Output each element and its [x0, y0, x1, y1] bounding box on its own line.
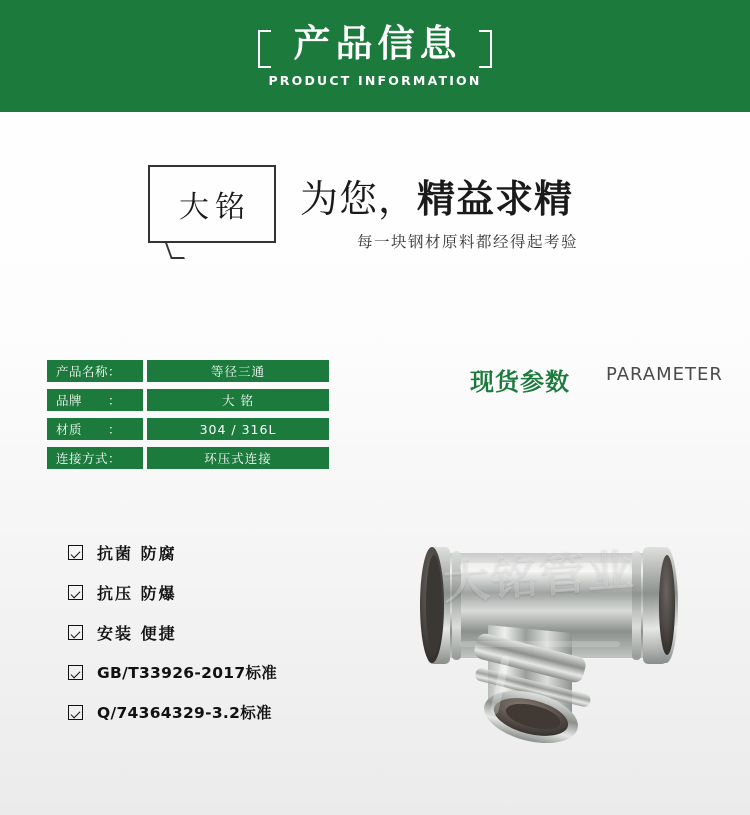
spec-value: 等径三通	[147, 360, 329, 382]
brand-logo-text: 大铭	[179, 190, 251, 225]
spec-label: 品牌 ：	[47, 389, 143, 411]
spec-label: 连接方式：	[47, 447, 143, 469]
page-title: 产品信息	[293, 21, 462, 65]
list-item	[68, 620, 368, 644]
table-row	[47, 360, 329, 382]
spec-value: 大 铭	[147, 389, 329, 411]
checkbox-checked-icon	[68, 545, 83, 560]
parameter-heading-en: PARAMETER	[606, 364, 723, 385]
spec-table	[47, 360, 329, 476]
table-row	[47, 447, 329, 469]
brand-logo	[148, 165, 276, 243]
feature-list	[68, 540, 368, 740]
slogan-main-light: 为您，	[300, 177, 418, 221]
checkbox-checked-icon	[68, 625, 83, 640]
stainless-tee-illustration	[400, 505, 730, 770]
spec-label: 产品名称：	[47, 360, 143, 382]
feature-label: 抗菌 防腐	[97, 543, 177, 563]
feature-label: Q/74364329-3.2标准	[97, 704, 272, 722]
bracket-left-decoration	[258, 30, 271, 68]
header-banner-content	[0, 0, 750, 112]
checkbox-checked-icon	[68, 705, 83, 720]
spec-label: 材质 ：	[47, 418, 143, 440]
list-item	[68, 540, 368, 564]
table-row	[47, 418, 329, 440]
list-item	[68, 660, 368, 684]
header-banner	[0, 0, 750, 112]
slogan-main-bold: 精益求精	[417, 177, 574, 221]
page-subtitle: PRODUCT INFORMATION	[268, 73, 482, 89]
feature-label: GB/T33926-2017标准	[97, 664, 278, 682]
slogan-sub: 每一块钢材原料都经得起考验	[357, 233, 579, 251]
photo-watermark: 大铭管业	[441, 542, 637, 610]
slogan-section	[0, 150, 750, 275]
product-photo	[400, 505, 730, 770]
parameter-heading-cn: 现货参数	[470, 368, 570, 396]
slogan-main	[300, 168, 573, 223]
table-row	[47, 389, 329, 411]
checkbox-checked-icon	[68, 585, 83, 600]
feature-label: 安装 便捷	[97, 623, 177, 643]
spec-value: 304 / 316L	[147, 418, 329, 440]
spec-value: 环压式连接	[147, 447, 329, 469]
list-item	[68, 700, 368, 724]
list-item	[68, 580, 368, 604]
speech-bubble-tail-icon	[165, 243, 185, 259]
bracket-right-decoration	[479, 30, 492, 68]
feature-label: 抗压 防爆	[97, 583, 177, 603]
checkbox-checked-icon	[68, 665, 83, 680]
